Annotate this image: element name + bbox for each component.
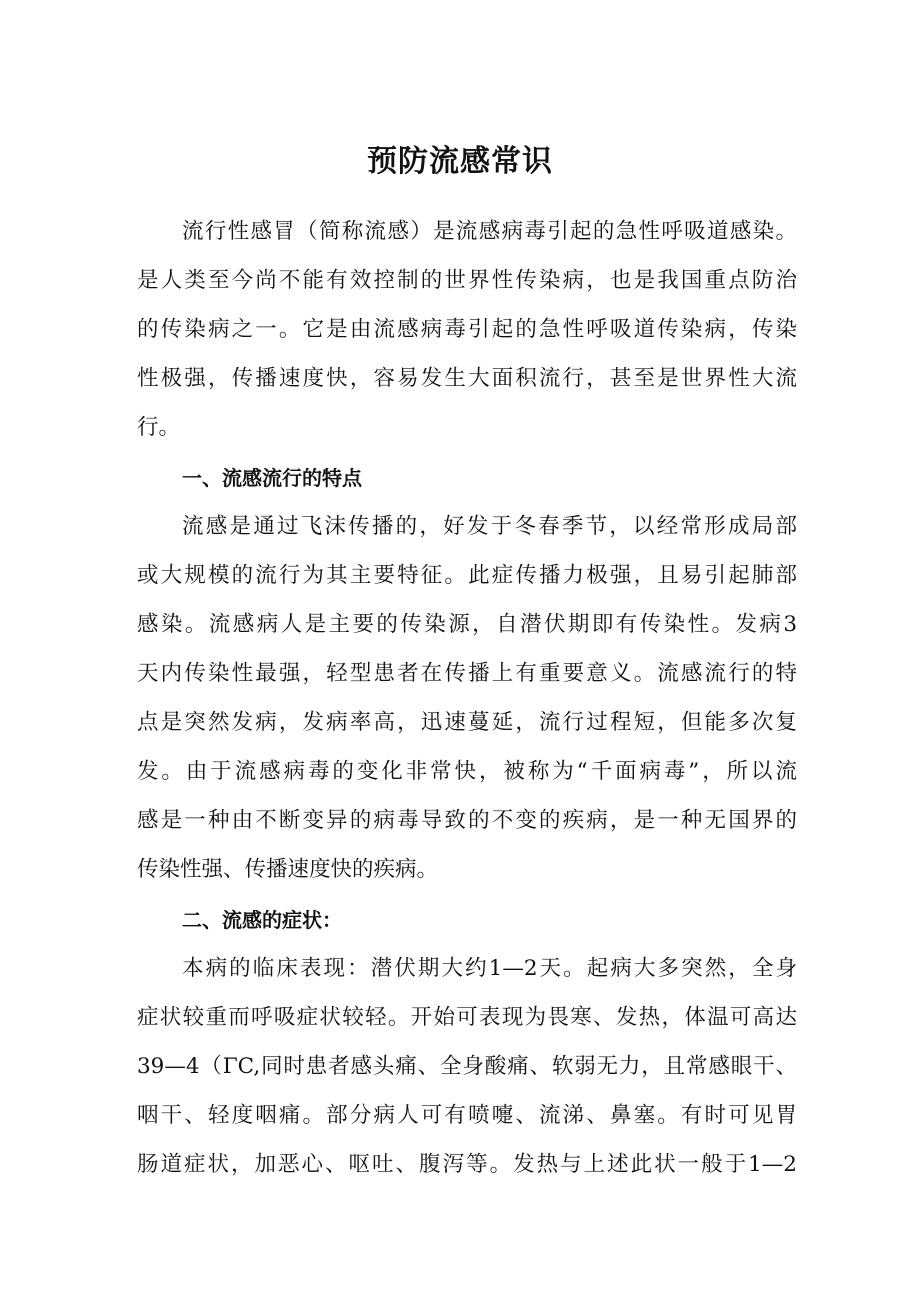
intro-line-5: 行。 bbox=[137, 415, 181, 440]
section2-line-1: 本病的临床表现：潜伏期大约1—2天。起病大多突然，全身 bbox=[182, 956, 797, 981]
section2-line-2: 症状较重而呼吸症状较轻。开始可表现为畏寒、发热，体温可高达 bbox=[137, 1005, 797, 1030]
section1-line-5: 点是突然发病，发病率高，迅速蔓延，流行过程短，但能多次复 bbox=[137, 710, 797, 735]
intro-line-3: 的传染病之一。它是由流感病毒引起的急性呼吸道传染病，传染 bbox=[137, 317, 797, 342]
section1-line-8: 传染性强、传播速度快的疾病。 bbox=[137, 857, 439, 882]
section-heading-2: 二、流感的症状： bbox=[182, 908, 342, 932]
section-heading-1: 一、流感流行的特点 bbox=[182, 466, 362, 490]
intro-line-2: 是人类至今尚不能有效控制的世界性传染病，也是我国重点防治 bbox=[137, 268, 797, 293]
section1-line-1: 流感是通过飞沫传播的，好发于冬春季节，以经常形成局部 bbox=[182, 514, 797, 539]
section2-line-5: 肠道症状，加恶心、呕吐、腹泻等。发热与上述此状一般于1—2 bbox=[137, 1152, 797, 1177]
section1-line-3: 感染。流感病人是主要的传染源，自潜伏期即有传染性。发病3 bbox=[137, 612, 797, 637]
section1-line-4: 天内传染性最强，轻型患者在传播上有重要意义。流感流行的特 bbox=[137, 661, 797, 686]
section1-line-7: 感是一种由不断变异的病毒导致的不变的疾病，是一种无国界的 bbox=[137, 808, 797, 833]
section2-line-3: 39—4（ΓC,同时患者感头痛、全身酸痛、软弱无力，且常感眼干、 bbox=[137, 1054, 797, 1079]
section2-line-4: 咽干、轻度咽痛。部分病人可有喷嚏、流涕、鼻塞。有时可见胃 bbox=[137, 1103, 797, 1128]
intro-line-1: 流行性感冒（简称流感）是流感病毒引起的急性呼吸道感染。 bbox=[182, 219, 797, 244]
page-title: 预防流感常识 bbox=[367, 144, 553, 179]
section1-line-6: 发。由于流感病毒的变化非常快，被称为“千面病毒”，所以流 bbox=[137, 759, 797, 784]
intro-line-4: 性极强，传播速度快，容易发生大面积流行，甚至是世界性大流 bbox=[137, 366, 797, 391]
section1-line-2: 或大规模的流行为其主要特征。此症传播力极强，且易引起肺部 bbox=[137, 563, 797, 588]
